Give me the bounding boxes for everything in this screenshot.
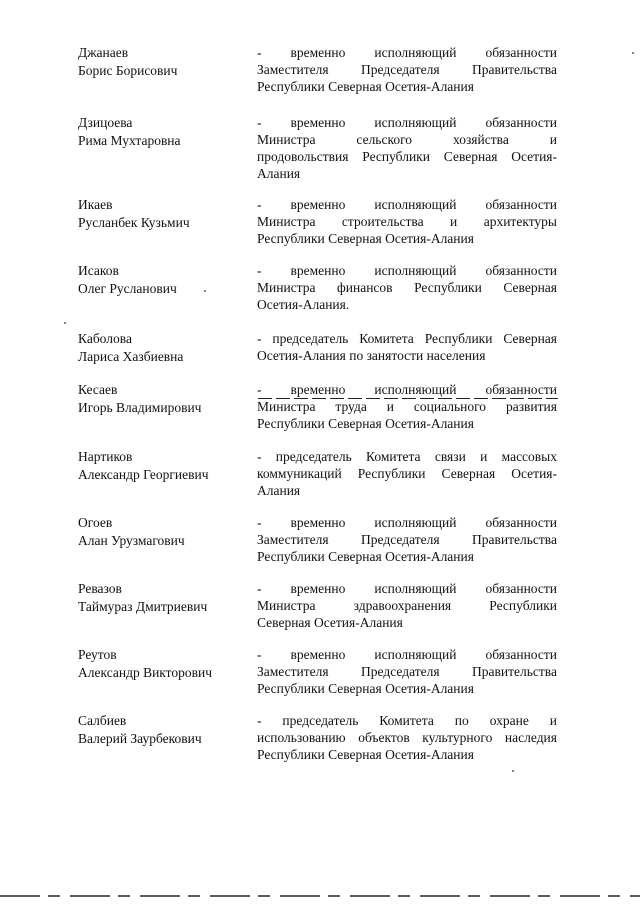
description-line: - временно исполняющий обязанности (257, 45, 557, 60)
given-name: Рима Мухтаровна (78, 133, 181, 148)
position-description (257, 381, 557, 432)
description-line: Алания (257, 166, 301, 181)
description-line: Республики Северная Осетия-Алания (257, 79, 474, 94)
description-line: - председатель Комитета Республики Северная (257, 331, 557, 346)
position-description (257, 712, 557, 763)
position-description (257, 580, 557, 631)
description-line: Северная Осетия-Алания (257, 615, 403, 630)
description-line: Осетия-Алания по занятости населения (257, 348, 486, 363)
description-line: использованию объектов культурного наследия (257, 730, 557, 745)
scan-speck (64, 322, 66, 324)
description-line: Министра строительства и архитектуры (257, 214, 557, 229)
person-name (78, 330, 248, 366)
surname: Ревазов (78, 581, 122, 596)
person-name (78, 381, 248, 417)
scan-speck (512, 770, 514, 772)
description-line: Министра финансов Республики Северная (257, 280, 557, 295)
appointment-entry (0, 196, 640, 266)
description-line: Министра сельского хозяйства и (257, 132, 557, 147)
given-name: Олег Русланович (78, 281, 177, 296)
given-name: Игорь Владимирович (78, 400, 202, 415)
description-line: Республики Северная Осетия-Алания (257, 416, 474, 431)
position-description (257, 44, 557, 95)
given-name: Русланбек Кузьмич (78, 215, 190, 230)
given-name: Лариса Хазбиевна (78, 349, 184, 364)
person-name (78, 514, 248, 550)
surname: Джанаев (78, 45, 129, 60)
person-name (78, 580, 248, 616)
person-name (78, 262, 248, 298)
surname: Икаев (78, 197, 113, 212)
description-line: Заместителя Председателя Правительства (257, 62, 557, 77)
description-line: - временно исполняющий обязанности (257, 197, 557, 212)
given-name: Александр Георгиевич (78, 467, 209, 482)
description-line: - временно исполняющий обязанности (257, 581, 557, 596)
description-line: Министра труда и социального развития (257, 399, 557, 414)
position-description (257, 196, 557, 247)
person-name (78, 448, 248, 484)
description-line: Осетия-Алания. (257, 297, 350, 312)
appointment-entry (0, 712, 640, 782)
surname: Огоев (78, 515, 113, 530)
surname: Каболова (78, 331, 132, 346)
appointment-entry (0, 580, 640, 650)
description-line: - председатель Комитета по охране и (257, 713, 557, 728)
description-line: Заместителя Председателя Правительства (257, 664, 557, 679)
description-line: - временно исполняющий обязанности (257, 382, 557, 397)
description-line: Республики Северная Осетия-Алания (257, 549, 474, 564)
position-description (257, 514, 557, 565)
surname: Исаков (78, 263, 119, 278)
description-line: - временно исполняющий обязанности (257, 515, 557, 530)
person-name (78, 114, 248, 150)
position-description (257, 330, 557, 364)
appointment-entry (0, 262, 640, 332)
description-line: - председатель Комитета связи и массовых (257, 449, 557, 464)
appointment-entry (0, 646, 640, 716)
scan-artifact-underline (258, 398, 558, 399)
given-name: Алан Урузмагович (78, 533, 185, 548)
scan-edge-line (0, 895, 640, 897)
appointment-entry (0, 448, 640, 518)
surname: Нартиков (78, 449, 133, 464)
scan-speck (632, 52, 634, 54)
appointment-entry (0, 44, 640, 114)
given-name: Александр Викторович (78, 665, 213, 680)
description-line: Алания (257, 483, 301, 498)
position-description (257, 448, 557, 499)
description-line: Республики Северная Осетия-Алания (257, 747, 474, 762)
description-line: продовольствия Республики Северная Осетия- (257, 149, 557, 164)
person-name (78, 712, 248, 748)
description-line: коммуникаций Республики Северная Осетия- (257, 466, 557, 481)
surname: Салбиев (78, 713, 127, 728)
position-description (257, 262, 557, 313)
surname: Дзицоева (78, 115, 133, 130)
description-line: - временно исполняющий обязанности (257, 115, 557, 130)
description-line: Республики Северная Осетия-Алания (257, 681, 474, 696)
position-description (257, 114, 557, 182)
person-name (78, 196, 248, 232)
description-line: - временно исполняющий обязанности (257, 263, 557, 278)
position-description (257, 646, 557, 697)
person-name (78, 646, 248, 682)
given-name: Борис Борисович (78, 63, 178, 78)
surname: Кесаев (78, 382, 118, 397)
surname: Реутов (78, 647, 117, 662)
description-line: Заместителя Председателя Правительства (257, 532, 557, 547)
scan-speck (204, 290, 206, 292)
appointment-entry (0, 114, 640, 184)
person-name (78, 44, 248, 80)
given-name: Валерий Заурбекович (78, 731, 202, 746)
description-line: - временно исполняющий обязанности (257, 647, 557, 662)
given-name: Таймураз Дмитриевич (78, 599, 208, 614)
description-line: Министра здравоохранения Республики (257, 598, 557, 613)
appointment-entry (0, 514, 640, 584)
description-line: Республики Северная Осетия-Алания (257, 231, 474, 246)
appointment-entry (0, 381, 640, 451)
